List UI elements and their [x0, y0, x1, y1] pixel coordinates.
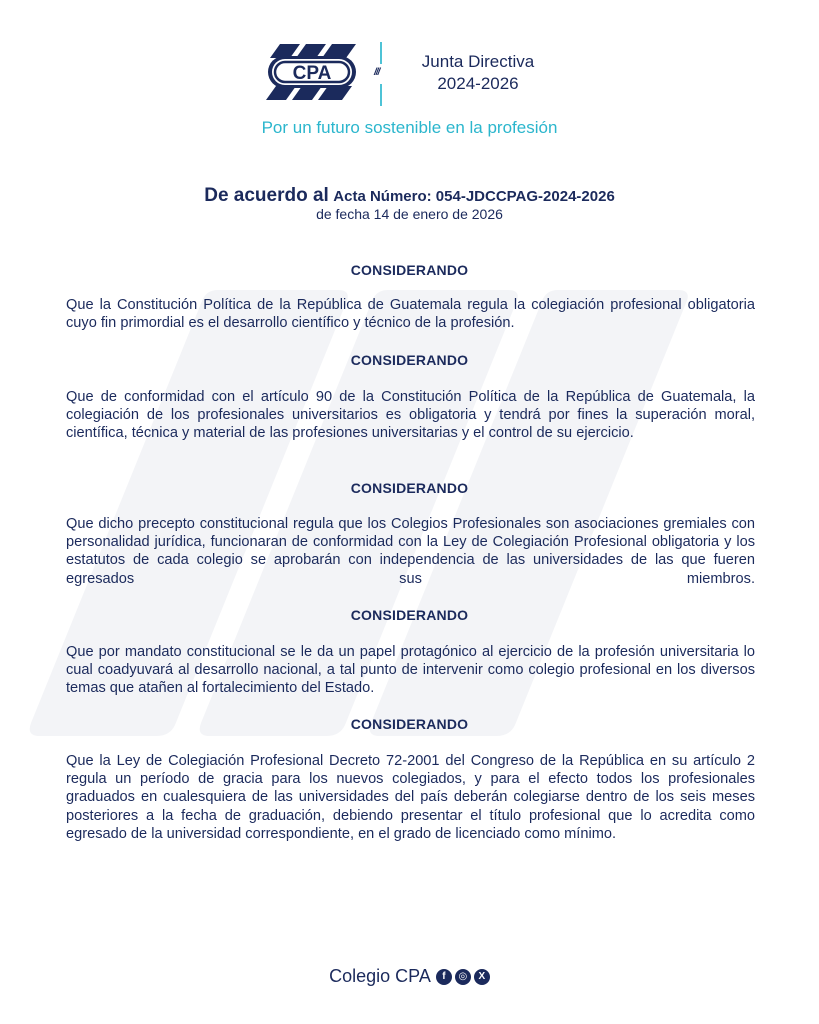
section-heading: CONSIDERANDO [350, 716, 469, 732]
header-title-line1: Junta Directiva [421, 52, 535, 71]
logo-text: CPA [292, 63, 332, 84]
section-text: Que por mandato constitucional se le da un papel protagónico al ejercicio de la profesión universitaria lo cual coadyuvará al desarrollo nacional, a tal punto de intervenir como colegio profesional en los diversos temas que atañen al fortalecimiento del Estado. [66, 644, 755, 697]
section-text: Que dicho precepto constitucional regula que los Colegios Profesionales son asociaciones gremiales con personalidad jurídica, funcionaran de conformidad con la Ley de Colegiación Profesional obligatoria y los estatutos de cada colegio se aprobarán con independencia de las universidades de las que fueren egresados sus miembros. [66, 516, 755, 587]
header [0, 40, 819, 110]
facebook-icon[interactable]: f [436, 969, 452, 985]
section-heading: CONSIDERANDO [350, 352, 469, 368]
acta-number: Acta Número: 054-JDCCPAG-2024-2026 [333, 188, 615, 205]
acta-heading [0, 185, 819, 207]
tagline: Por un futuro sostenible en la profesión [261, 118, 558, 137]
cpa-logo [266, 44, 358, 100]
acta-date: de fecha 14 de enero de 2026 [316, 206, 503, 222]
header-title [402, 51, 554, 95]
section-text: Que la Ley de Colegiación Profesional Decreto 72-2001 del Congreso de la República en su artículo 2 regula un período de gracia para los nuevos colegiados, y para el efecto todos los profesionales graduados en cualesquiera de las universidades del país deberán colegiarse dentro de los seis meses posteriores a la fecha de graduación, debiendo presentar el título profesional que lo acredita como egresado de la universidad correspondiente, en el grado de licenciado como mínimo. [66, 753, 755, 842]
header-divider [380, 84, 382, 106]
divider-mark: /// [374, 67, 380, 78]
header-divider [380, 42, 382, 64]
header-title-line2: 2024-2026 [437, 74, 519, 93]
instagram-icon[interactable]: ◎ [455, 969, 471, 985]
section-heading: CONSIDERANDO [350, 607, 469, 623]
footer [0, 966, 819, 987]
section-heading: CONSIDERANDO [350, 262, 469, 278]
section-text: Que de conformidad con el artículo 90 de la Constitución Política de la República de Guatemala, la colegiación de los profesionales universitarios es obligatoria y tendrá por fines la superación moral, científica, técnica y material de las profesiones universitarias y el control de su ejercicio. [66, 389, 755, 442]
section-heading: CONSIDERANDO [350, 480, 469, 496]
section-text: Que la Constitución Política de la República de Guatemala regula la colegiación profesional obligatoria cuyo fin primordial es el desarrollo científico y técnico de la profesión. [66, 297, 755, 332]
acta-lead: De acuerdo al [204, 185, 329, 206]
footer-name: Colegio CPA [329, 966, 431, 986]
x-icon[interactable]: X [474, 969, 490, 985]
